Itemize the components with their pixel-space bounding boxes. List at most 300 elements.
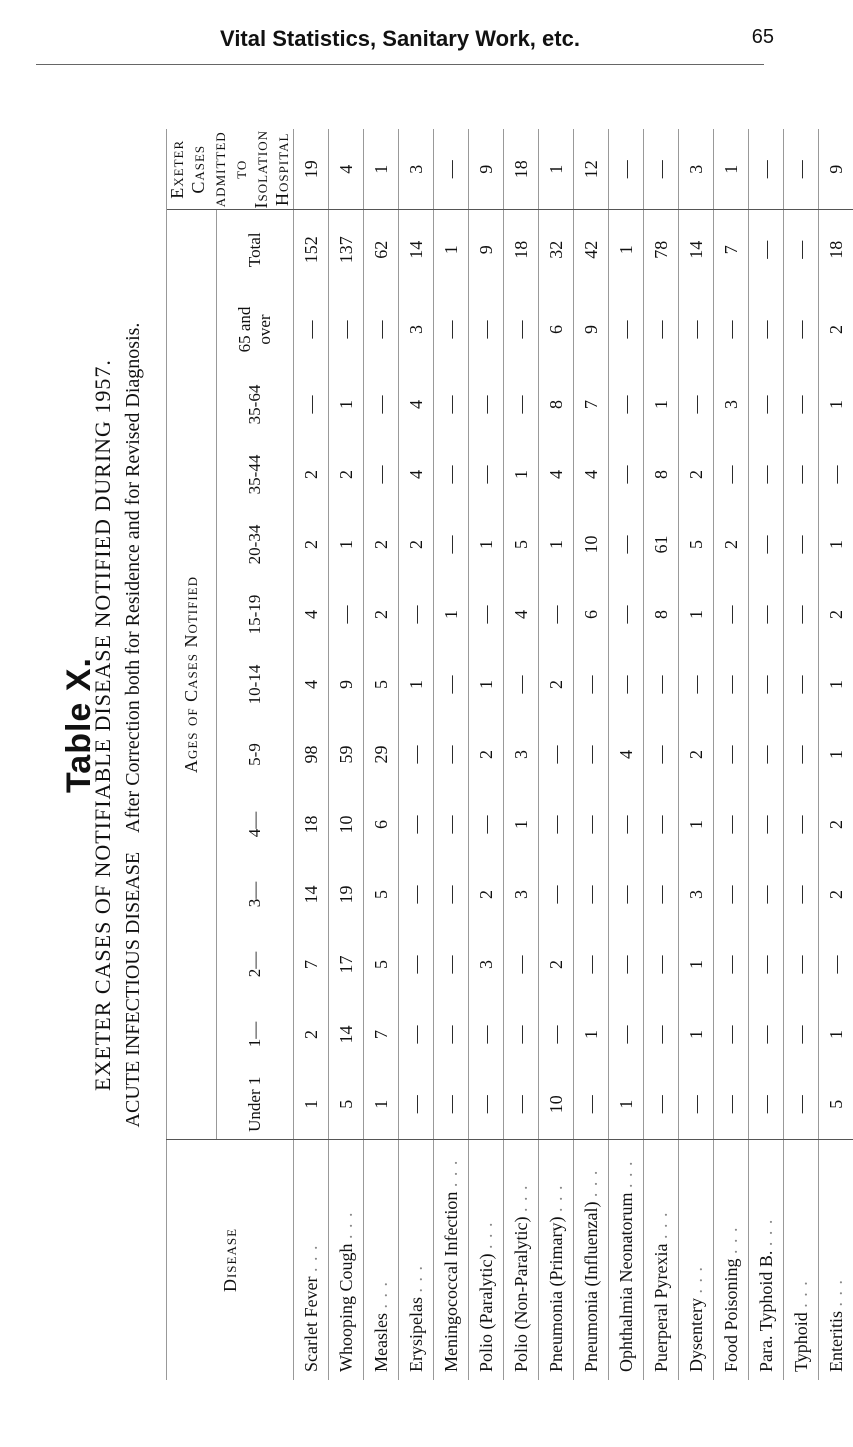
value-cell: — <box>609 440 644 510</box>
value-cell: — <box>609 860 644 930</box>
value-cell: — <box>504 1000 539 1070</box>
value-cell: 2 <box>469 860 504 930</box>
hospital-cell: 1 <box>714 130 749 210</box>
value-cell: 3 <box>504 720 539 790</box>
table-row <box>469 130 504 1381</box>
hospital-cell: 9 <box>469 130 504 210</box>
rotated-table-page <box>60 70 846 1380</box>
ages-header-row <box>167 130 217 1381</box>
value-cell: 2 <box>819 290 853 370</box>
disease-cell <box>434 1140 469 1381</box>
leader-dots: . . . <box>300 1244 321 1273</box>
value-cell: 2 <box>329 440 364 510</box>
value-cell: 29 <box>364 720 399 790</box>
value-cell: — <box>434 1070 469 1140</box>
age-column-header: 4— <box>216 790 293 860</box>
value-cell: 2 <box>819 790 853 860</box>
value-cell: — <box>819 930 853 1000</box>
value-cell: 3 <box>469 930 504 1000</box>
value-cell: 1 <box>819 510 853 580</box>
value-cell: — <box>749 1070 784 1140</box>
page-number: 65 <box>751 26 774 48</box>
value-cell: — <box>784 290 819 370</box>
value-cell: — <box>469 1070 504 1140</box>
disease-cell <box>504 1140 539 1381</box>
leader-dots: . . . <box>475 1221 496 1250</box>
value-cell: — <box>399 790 434 860</box>
value-cell: 2 <box>539 930 574 1000</box>
hospital-cell: 19 <box>294 130 329 210</box>
value-cell: — <box>504 650 539 720</box>
value-cell: 152 <box>294 210 329 290</box>
value-cell: — <box>749 210 784 290</box>
value-cell: — <box>784 580 819 650</box>
hospital-cell: — <box>644 130 679 210</box>
value-cell: — <box>784 440 819 510</box>
value-cell: — <box>294 290 329 370</box>
value-cell: — <box>714 930 749 1000</box>
value-cell: — <box>574 860 609 930</box>
value-cell: 42 <box>574 210 609 290</box>
value-cell: 3 <box>504 860 539 930</box>
value-cell: 2 <box>539 650 574 720</box>
value-cell: — <box>609 370 644 440</box>
value-cell: 4 <box>294 580 329 650</box>
value-cell: — <box>644 930 679 1000</box>
value-cell: — <box>329 290 364 370</box>
value-cell: 98 <box>294 720 329 790</box>
value-cell: 17 <box>329 930 364 1000</box>
leader-dots: . . . <box>370 1281 391 1309</box>
table-row <box>784 130 819 1381</box>
value-cell: — <box>364 370 399 440</box>
value-cell: — <box>644 860 679 930</box>
table-row <box>609 130 644 1381</box>
value-cell: 10 <box>329 790 364 860</box>
disease-cell <box>364 1140 399 1381</box>
hospital-cell: — <box>609 130 644 210</box>
leader-dots: . . . <box>720 1226 741 1254</box>
value-cell: 5 <box>364 860 399 930</box>
value-cell: 2 <box>679 720 714 790</box>
value-cell: — <box>469 440 504 510</box>
disease-name: Pneumonia (Primary) <box>545 1216 566 1372</box>
disease-cell <box>539 1140 574 1381</box>
value-cell: — <box>749 650 784 720</box>
value-cell: 1 <box>819 650 853 720</box>
disease-cell <box>329 1140 364 1381</box>
value-cell: 1 <box>609 210 644 290</box>
value-cell: 61 <box>644 510 679 580</box>
value-cell: 1 <box>679 580 714 650</box>
value-cell: — <box>714 720 749 790</box>
value-cell: — <box>609 1000 644 1070</box>
value-cell: 1 <box>574 1000 609 1070</box>
disease-name: Meningococcal Infection <box>440 1191 461 1372</box>
disease-cell <box>679 1140 714 1381</box>
table-row <box>504 130 539 1381</box>
value-cell: — <box>749 790 784 860</box>
leader-dots: . . . <box>405 1265 426 1293</box>
leader-dots: . . . <box>440 1159 461 1188</box>
value-cell: — <box>749 930 784 1000</box>
value-cell: 14 <box>294 860 329 930</box>
value-cell: — <box>784 650 819 720</box>
value-cell: 5 <box>504 510 539 580</box>
hospital-cell: — <box>434 130 469 210</box>
value-cell: — <box>749 860 784 930</box>
value-cell: 7 <box>714 210 749 290</box>
value-cell: 10 <box>574 510 609 580</box>
table-row <box>819 130 853 1381</box>
value-cell: 1 <box>434 580 469 650</box>
value-cell: — <box>714 440 749 510</box>
value-cell: — <box>434 930 469 1000</box>
value-cell: 4 <box>574 440 609 510</box>
value-cell: — <box>644 720 679 790</box>
value-cell: 19 <box>329 860 364 930</box>
hospital-cell: 1 <box>364 130 399 210</box>
value-cell: 4 <box>539 440 574 510</box>
value-cell: — <box>539 790 574 860</box>
value-cell: 2 <box>364 580 399 650</box>
leader-dots: . . . <box>685 1266 706 1294</box>
value-cell: — <box>609 290 644 370</box>
age-column-header: 20-34 <box>216 510 293 580</box>
table-row <box>714 130 749 1381</box>
table-row <box>539 130 574 1381</box>
value-cell: 4 <box>609 720 644 790</box>
value-cell: — <box>364 440 399 510</box>
hospital-cell: 4 <box>329 130 364 210</box>
running-head <box>0 0 800 66</box>
value-cell: 6 <box>364 790 399 860</box>
value-cell: — <box>749 510 784 580</box>
leader-dots: . . . <box>825 1279 846 1307</box>
value-cell: 14 <box>679 210 714 290</box>
value-cell: 4 <box>294 650 329 720</box>
hospital-cell: — <box>749 130 784 210</box>
value-cell: 1 <box>679 930 714 1000</box>
value-cell: — <box>469 790 504 860</box>
age-column-header: 10-14 <box>216 650 293 720</box>
disease-cell <box>749 1140 784 1381</box>
value-cell: — <box>399 1000 434 1070</box>
disease-name: Polio (Non-Paralytic) <box>510 1216 531 1372</box>
value-cell: 18 <box>294 790 329 860</box>
value-cell: 1 <box>679 790 714 860</box>
value-cell: — <box>749 370 784 440</box>
table-row <box>574 130 609 1381</box>
value-cell: — <box>434 370 469 440</box>
value-cell: 4 <box>399 440 434 510</box>
value-cell: 7 <box>294 930 329 1000</box>
hospital-column-header: Exeter Cases admitted to Isolation Hospital <box>167 129 292 209</box>
value-cell: 1 <box>819 720 853 790</box>
value-cell: — <box>434 790 469 860</box>
value-cell: — <box>574 790 609 860</box>
disease-name: Typhoid <box>790 1312 811 1372</box>
value-cell: 1 <box>434 210 469 290</box>
age-column-header: 15-19 <box>216 580 293 650</box>
hospital-cell: 18 <box>504 130 539 210</box>
value-cell: 2 <box>819 580 853 650</box>
value-cell: — <box>609 510 644 580</box>
value-cell: 8 <box>539 370 574 440</box>
age-column-header: 65 and over <box>216 290 293 370</box>
value-cell: 6 <box>574 580 609 650</box>
disease-cell <box>819 1140 853 1381</box>
disease-name: Measles <box>370 1313 391 1372</box>
value-cell: — <box>434 510 469 580</box>
value-cell: — <box>399 860 434 930</box>
value-cell: — <box>679 650 714 720</box>
value-cell: — <box>644 1070 679 1140</box>
value-cell: 7 <box>364 1000 399 1070</box>
value-cell: — <box>679 370 714 440</box>
value-cell: 4 <box>399 370 434 440</box>
disease-name: Enteritis <box>825 1311 846 1372</box>
disease-name: Dysentery <box>685 1298 706 1372</box>
value-cell: — <box>539 1000 574 1070</box>
disease-name: Puerperal Pyrexia <box>650 1243 671 1372</box>
value-cell: — <box>784 370 819 440</box>
value-cell: 1 <box>399 650 434 720</box>
disease-cell <box>609 1140 644 1381</box>
value-cell: — <box>714 790 749 860</box>
value-cell: — <box>399 580 434 650</box>
value-cell: — <box>434 290 469 370</box>
table-note: After Correction both for Residence and for Revised Diagnosis. <box>122 322 144 833</box>
disease-cell <box>469 1140 504 1381</box>
table-row <box>434 130 469 1381</box>
value-cell: 59 <box>329 720 364 790</box>
value-cell: — <box>434 720 469 790</box>
table-body <box>294 130 853 1381</box>
value-cell: — <box>609 790 644 860</box>
value-cell: — <box>714 1000 749 1070</box>
table-sub-heading-text: ACUTE INFECTIOUS DISEASE <box>122 851 144 1128</box>
value-cell: 2 <box>469 720 504 790</box>
value-cell: — <box>644 790 679 860</box>
leader-dots: . . . <box>510 1184 531 1213</box>
disease-name: Pneumonia (Influenzal) <box>580 1201 601 1372</box>
value-cell: — <box>784 930 819 1000</box>
value-cell: 1 <box>294 1070 329 1140</box>
disease-cell <box>784 1140 819 1381</box>
value-cell: — <box>504 370 539 440</box>
value-cell: 2 <box>364 510 399 580</box>
table-row <box>644 130 679 1381</box>
table-row <box>294 130 329 1381</box>
disease-name: Scarlet Fever <box>300 1276 321 1372</box>
value-cell: 2 <box>294 440 329 510</box>
value-cell: — <box>609 650 644 720</box>
value-cell: 5 <box>364 930 399 1000</box>
table-sub-heading <box>122 70 145 1380</box>
value-cell: — <box>574 1070 609 1140</box>
value-cell: — <box>504 290 539 370</box>
value-cell: 1 <box>644 370 679 440</box>
disease-name: Ophthalmia Neonatorum <box>615 1192 636 1372</box>
value-cell: — <box>539 860 574 930</box>
header-rule <box>36 64 764 65</box>
value-cell: — <box>784 510 819 580</box>
value-cell: — <box>784 720 819 790</box>
age-column-header: 35-64 <box>216 370 293 440</box>
value-cell: — <box>399 1070 434 1140</box>
value-cell: — <box>784 790 819 860</box>
disease-name: Polio (Paralytic) <box>475 1253 496 1372</box>
table-row <box>364 130 399 1381</box>
age-column-header: Total <box>216 210 293 290</box>
value-cell: 1 <box>329 370 364 440</box>
value-cell: 62 <box>364 210 399 290</box>
table-heading: EXETER CASES OF NOTIFIABLE DISEASE NOTIFIED DURING 1957. <box>90 359 115 1091</box>
value-cell: 9 <box>574 290 609 370</box>
leader-dots: . . . <box>650 1211 671 1240</box>
value-cell: — <box>749 720 784 790</box>
disease-cell <box>644 1140 679 1381</box>
disease-cell <box>399 1140 434 1381</box>
value-cell: 2 <box>679 440 714 510</box>
value-cell: — <box>714 860 749 930</box>
value-cell: — <box>329 580 364 650</box>
value-cell: — <box>784 1070 819 1140</box>
value-cell: — <box>714 580 749 650</box>
hospital-cell: 1 <box>539 130 574 210</box>
value-cell: — <box>469 1000 504 1070</box>
age-column-header: Under 1 <box>216 1070 293 1140</box>
value-cell: 14 <box>329 1000 364 1070</box>
disease-cell <box>574 1140 609 1381</box>
value-cell: 1 <box>329 510 364 580</box>
running-head-title: Vital Statistics, Sanitary Work, etc. <box>220 26 580 51</box>
disease-table <box>166 130 853 1381</box>
value-cell: — <box>434 440 469 510</box>
value-cell: 1 <box>504 440 539 510</box>
age-column-header: 1— <box>216 1000 293 1070</box>
value-cell: 5 <box>364 650 399 720</box>
age-column-header: 2— <box>216 930 293 1000</box>
table-row <box>399 130 434 1381</box>
value-cell: 1 <box>819 370 853 440</box>
value-cell: — <box>749 290 784 370</box>
value-cell: 2 <box>294 510 329 580</box>
age-column-header: 3— <box>216 860 293 930</box>
table-row <box>749 130 784 1381</box>
hospital-cell: 9 <box>819 130 853 210</box>
hospital-cell: — <box>784 130 819 210</box>
value-cell: — <box>469 290 504 370</box>
value-cell: — <box>539 720 574 790</box>
value-cell: — <box>364 290 399 370</box>
value-cell: — <box>714 650 749 720</box>
age-column-header: 5-9 <box>216 720 293 790</box>
value-cell: — <box>679 290 714 370</box>
disease-column-header: Disease <box>167 1140 294 1381</box>
value-cell: — <box>504 1070 539 1140</box>
value-cell: — <box>434 860 469 930</box>
value-cell: 1 <box>679 1000 714 1070</box>
value-cell: — <box>609 580 644 650</box>
value-cell: 9 <box>329 650 364 720</box>
value-cell: — <box>539 580 574 650</box>
value-cell: 1 <box>469 510 504 580</box>
value-cell: — <box>434 650 469 720</box>
value-cell: 1 <box>504 790 539 860</box>
value-cell: — <box>644 1000 679 1070</box>
value-cell: — <box>679 1070 714 1140</box>
value-cell: 8 <box>644 440 679 510</box>
value-cell: 5 <box>819 1070 853 1140</box>
hospital-cell: 3 <box>679 130 714 210</box>
value-cell: 7 <box>574 370 609 440</box>
leader-dots: . . . <box>615 1160 636 1189</box>
value-cell: — <box>574 650 609 720</box>
age-column-header: 35-44 <box>216 440 293 510</box>
leader-dots: . . . <box>335 1211 356 1239</box>
hospital-cell: 12 <box>574 130 609 210</box>
value-cell: — <box>714 290 749 370</box>
value-cell: 1 <box>469 650 504 720</box>
ages-header: Ages of Cases Notified <box>167 210 217 1140</box>
value-cell: — <box>469 580 504 650</box>
value-cell: 9 <box>469 210 504 290</box>
value-cell: 3 <box>679 860 714 930</box>
value-cell: — <box>749 440 784 510</box>
value-cell: — <box>784 1000 819 1070</box>
value-cell: — <box>644 290 679 370</box>
disease-name: Whooping Cough <box>335 1243 356 1372</box>
value-cell: — <box>644 650 679 720</box>
value-cell: 1 <box>819 1000 853 1070</box>
value-cell: 32 <box>539 210 574 290</box>
value-cell: 5 <box>679 510 714 580</box>
table-row <box>329 130 364 1381</box>
value-cell: — <box>749 1000 784 1070</box>
value-cell: 18 <box>504 210 539 290</box>
value-cell: 5 <box>329 1070 364 1140</box>
leader-dots: . . . <box>755 1218 776 1247</box>
value-cell: — <box>469 370 504 440</box>
value-cell: 2 <box>714 510 749 580</box>
disease-cell <box>294 1140 329 1381</box>
disease-name: Erysipelas <box>405 1297 426 1372</box>
value-cell: — <box>749 580 784 650</box>
value-cell: — <box>399 720 434 790</box>
value-cell: 3 <box>714 370 749 440</box>
value-cell: 3 <box>399 290 434 370</box>
value-cell: — <box>574 720 609 790</box>
value-cell: 2 <box>294 1000 329 1070</box>
value-cell: — <box>574 930 609 1000</box>
value-cell: 6 <box>539 290 574 370</box>
value-cell: — <box>784 860 819 930</box>
value-cell: — <box>714 1070 749 1140</box>
value-cell: 1 <box>609 1070 644 1140</box>
value-cell: 4 <box>504 580 539 650</box>
leader-dots: . . . <box>545 1184 566 1213</box>
value-cell: 137 <box>329 210 364 290</box>
disease-name: Food Poisoning <box>720 1258 741 1372</box>
value-cell: — <box>784 210 819 290</box>
table-label: Table X. <box>60 657 98 793</box>
value-cell: — <box>819 440 853 510</box>
value-cell: — <box>434 1000 469 1070</box>
table-row <box>679 130 714 1381</box>
hospital-cell: 3 <box>399 130 434 210</box>
